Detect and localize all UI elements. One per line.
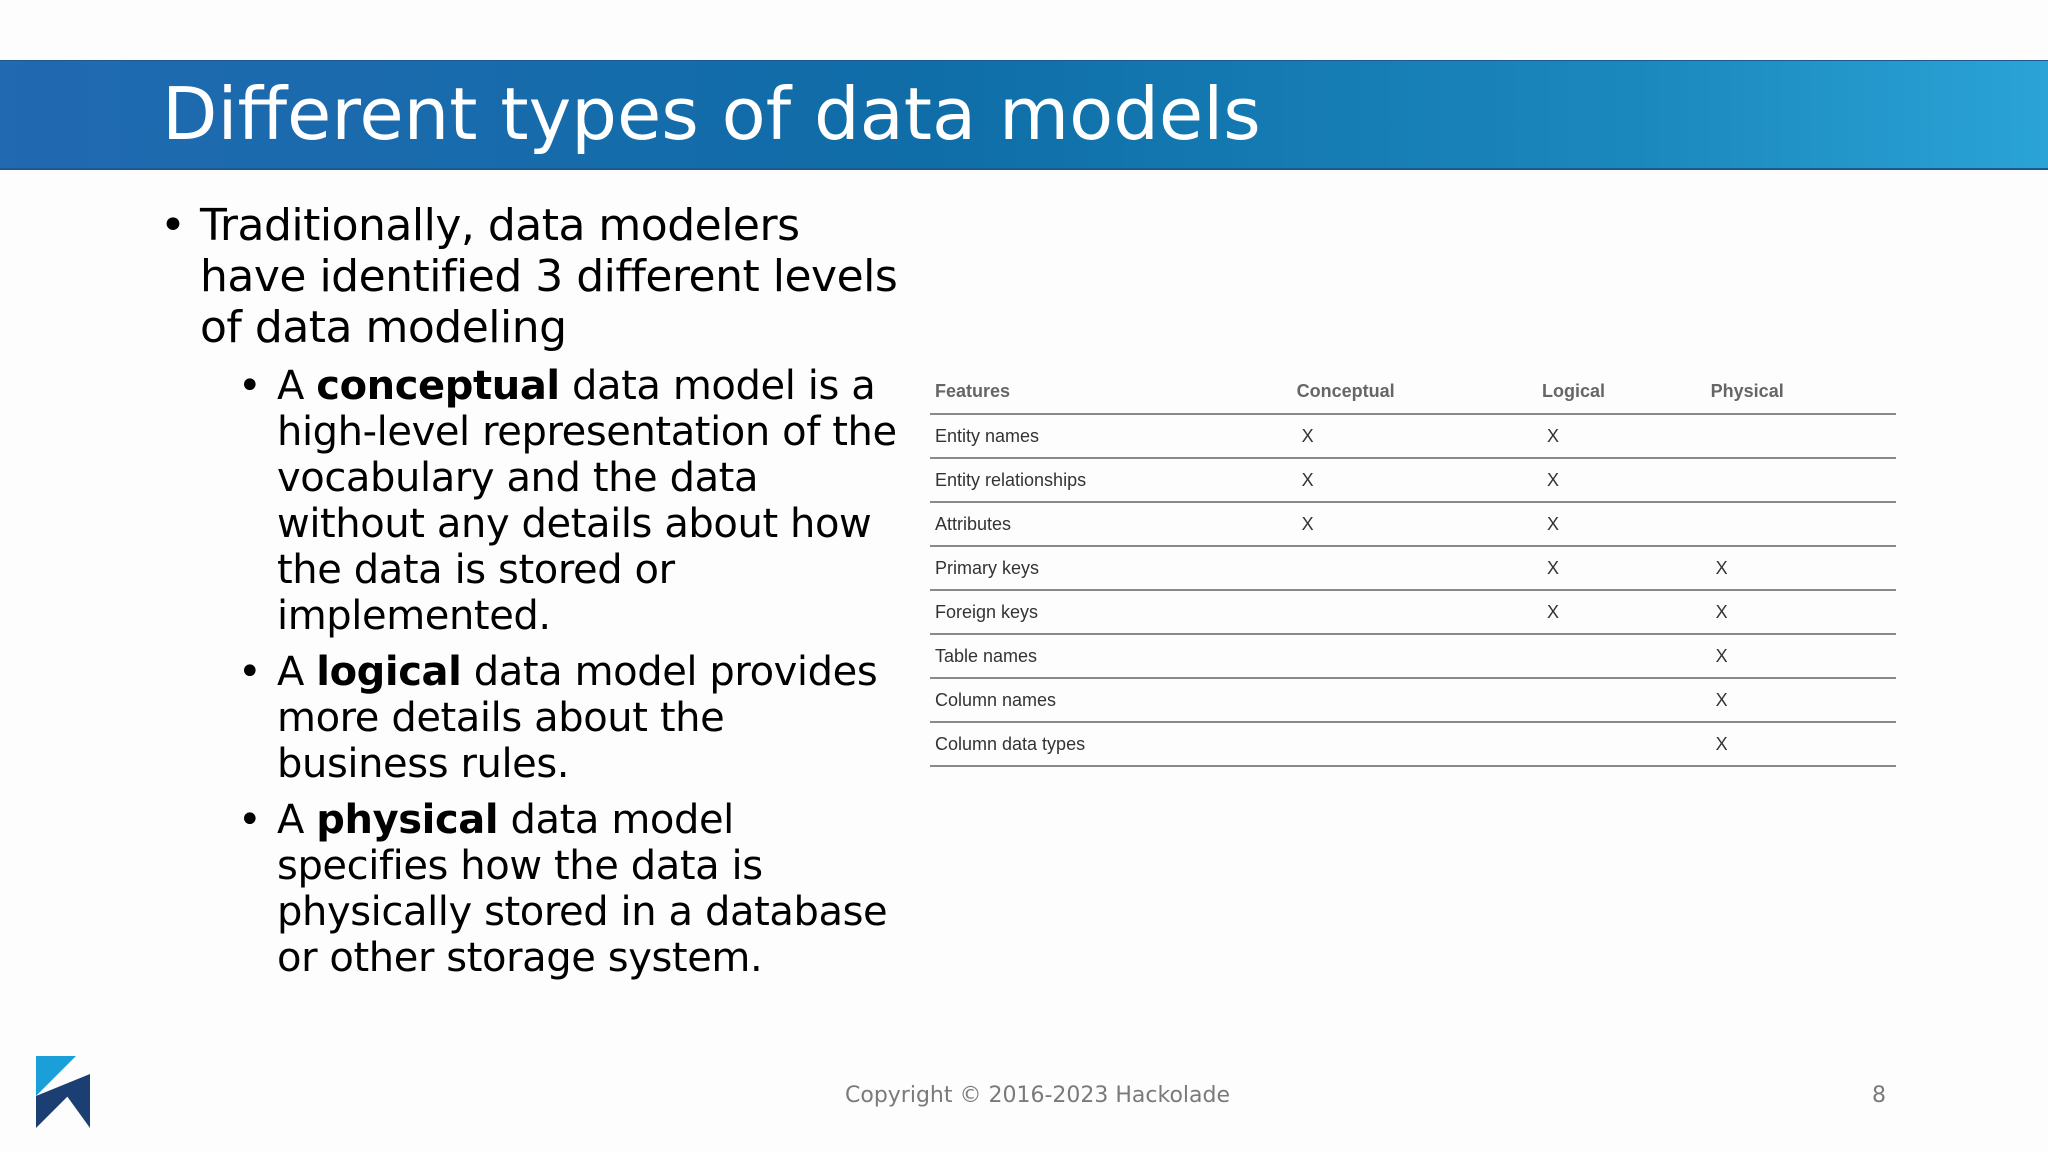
- conceptual-cell: [1292, 590, 1537, 634]
- feature-cell: Column data types: [930, 722, 1292, 766]
- conceptual-cell: X: [1292, 414, 1537, 458]
- logical-cell: [1537, 722, 1706, 766]
- table-row: [930, 634, 1896, 678]
- sub-bullet-list: [160, 363, 900, 981]
- bullet-dot: •: [160, 200, 186, 251]
- table-row: [930, 546, 1896, 590]
- table-row: [930, 414, 1896, 458]
- bullet-dot: •: [238, 363, 262, 409]
- feature-cell: Foreign keys: [930, 590, 1292, 634]
- table-header-row: [930, 370, 1896, 414]
- sub-bullet-keyword: logical: [316, 649, 462, 695]
- slide-content: [160, 200, 900, 991]
- physical-cell: [1706, 502, 1896, 546]
- sub-bullet-prefix: A: [277, 649, 317, 695]
- feature-cell: Column names: [930, 678, 1292, 722]
- sub-bullet-conceptual: [160, 363, 900, 639]
- conceptual-cell: [1292, 678, 1537, 722]
- conceptual-cell: X: [1292, 502, 1537, 546]
- sub-bullet-text: data model provides more details about the business rules.: [277, 649, 878, 787]
- sub-bullet-logical: [160, 649, 900, 787]
- page-number: 8: [1872, 1083, 1886, 1108]
- feature-cell: Entity relationships: [930, 458, 1292, 502]
- header-conceptual: Conceptual: [1292, 370, 1537, 414]
- physical-cell: X: [1706, 722, 1896, 766]
- logical-cell: X: [1537, 458, 1706, 502]
- physical-cell: [1706, 458, 1896, 502]
- sub-bullet-text: data model specifies how the data is physically stored in a database or other storage system.: [277, 797, 888, 981]
- physical-cell: X: [1706, 590, 1896, 634]
- conceptual-cell: X: [1292, 458, 1537, 502]
- physical-cell: [1706, 414, 1896, 458]
- feature-table-wrapper: [930, 370, 1896, 767]
- conceptual-cell: [1292, 722, 1537, 766]
- header-logical: Logical: [1537, 370, 1706, 414]
- copyright-footer: Copyright © 2016-2023 Hackolade: [845, 1083, 1231, 1108]
- conceptual-cell: [1292, 634, 1537, 678]
- table-row: [930, 590, 1896, 634]
- table-row: [930, 458, 1896, 502]
- sub-bullet-text: data model is a high-level representation of the vocabulary and the data without any details about how the data is stored or implemented.: [277, 363, 897, 639]
- hackolade-logo-icon: [36, 1056, 90, 1128]
- physical-cell: X: [1706, 634, 1896, 678]
- physical-cell: X: [1706, 546, 1896, 590]
- header-features: Features: [930, 370, 1292, 414]
- title-bar: [0, 60, 2048, 170]
- logical-cell: [1537, 634, 1706, 678]
- sub-bullet-keyword: physical: [316, 797, 499, 843]
- logical-cell: X: [1537, 502, 1706, 546]
- slide-title: Different types of data models: [162, 72, 1261, 156]
- feature-cell: Entity names: [930, 414, 1292, 458]
- feature-cell: Primary keys: [930, 546, 1292, 590]
- bullet-dot: •: [238, 797, 262, 843]
- feature-cell: Attributes: [930, 502, 1292, 546]
- feature-comparison-table: [930, 370, 1896, 767]
- sub-bullet-prefix: A: [277, 797, 317, 843]
- table-row: [930, 678, 1896, 722]
- main-bullet: [160, 200, 900, 353]
- sub-bullet-prefix: A: [277, 363, 317, 409]
- header-physical: Physical: [1706, 370, 1896, 414]
- logical-cell: X: [1537, 414, 1706, 458]
- table-row: [930, 722, 1896, 766]
- table-row: [930, 502, 1896, 546]
- logical-cell: [1537, 678, 1706, 722]
- sub-bullet-keyword: conceptual: [316, 363, 560, 409]
- bullet-dot: •: [238, 649, 262, 695]
- logical-cell: X: [1537, 590, 1706, 634]
- sub-bullet-physical: [160, 797, 900, 981]
- feature-cell: Table names: [930, 634, 1292, 678]
- main-bullet-text: Traditionally, data modelers have identified 3 different levels of data modeling: [200, 200, 898, 353]
- physical-cell: X: [1706, 678, 1896, 722]
- logical-cell: X: [1537, 546, 1706, 590]
- conceptual-cell: [1292, 546, 1537, 590]
